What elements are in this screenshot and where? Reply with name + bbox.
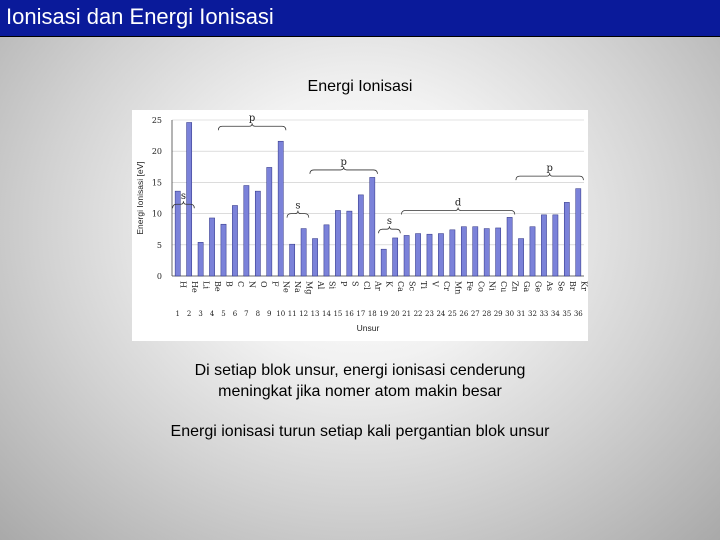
x-tick-label: V [430,281,440,287]
atomic-number-label: 8 [255,310,261,318]
chart-heading: Energi Ionisasi [307,78,413,95]
x-tick-label: Ar [373,281,383,291]
atomic-number-label: 19 [379,310,389,318]
x-tick-label: Mn [453,281,463,295]
atomic-number-label: 23 [425,310,434,318]
caption-line-2: meningkat jika nomer atom makin besar [218,383,502,400]
atomic-number-label: 18 [367,310,377,318]
bar [267,167,272,276]
x-tick-label: B [224,281,234,287]
y-axis-label: Energi Ionisasi [eV] [135,161,145,235]
atomic-number-label: 24 [436,310,446,318]
bar [187,122,192,276]
bar [404,235,409,276]
x-tick-label: Ge [533,281,543,293]
x-tick-label: F [270,281,280,287]
y-tick-label: 25 [151,116,162,125]
atomic-number-label: 28 [482,310,492,318]
atomic-number-label: 30 [505,310,515,318]
x-tick-label: Ga [522,281,532,293]
x-tick-label: Sc [407,281,417,291]
y-tick-label: 15 [151,178,162,188]
bar [496,228,501,276]
atomic-number-label: 20 [390,310,400,318]
bar [290,244,295,276]
x-tick-label: O [258,281,268,288]
atomic-number-label: 36 [573,310,583,318]
bar [507,217,512,276]
bar [278,141,283,276]
x-tick-label: Na [293,281,303,293]
atomic-number-label: 34 [550,310,560,318]
atomic-number-label: 9 [267,310,272,318]
x-tick-label: S [350,281,360,287]
x-tick-label: Ti [419,281,429,289]
bar [381,249,386,276]
x-tick-label: Cl [361,281,371,290]
atomic-number-label: 21 [402,310,412,318]
bar [209,218,214,276]
x-tick-label: Ca [396,281,406,292]
block-label: s [386,216,393,228]
block-label: s [295,200,301,212]
bar [576,189,581,276]
block-brace [287,211,309,218]
slide-title: Ionisasi dan Energi Ionisasi [6,4,274,29]
atomic-number-label: 5 [221,310,226,318]
atomic-number-label: 6 [232,310,238,318]
atomic-number-label: 13 [310,310,320,318]
atomic-number-label: 29 [493,310,503,318]
atomic-number-label: 31 [516,310,526,318]
bar [553,215,558,276]
atomic-number-label: 7 [244,310,249,318]
bar [450,230,455,276]
atomic-number-label: 1 [175,310,180,318]
atomic-number-label: 12 [299,310,309,318]
x-tick-label: Se [556,281,566,292]
x-tick-label: Kr [579,281,588,291]
bar [427,234,432,276]
x-tick-label: As [544,281,554,291]
y-tick-label: 10 [151,209,162,219]
x-tick-label: Co [476,281,486,292]
caption-trend [0,360,720,402]
x-tick-label: Cu [499,281,509,293]
atomic-number-label: 2 [186,310,192,318]
bar [358,195,363,276]
bar [244,186,249,276]
bar [324,225,329,276]
atomic-number-label: 4 [209,310,215,318]
bar [198,242,203,276]
bar [438,234,443,276]
bar [415,234,420,276]
block-brace [218,123,286,130]
bar [473,227,478,276]
block-label: d [454,197,462,209]
x-tick-label: C [235,281,245,288]
x-tick-label: K [384,281,394,287]
chart-svg [132,110,588,341]
bar [255,191,260,276]
bar [393,238,398,276]
title-bar [0,0,720,37]
x-tick-label: Fe [464,281,474,291]
atomic-number-label: 26 [459,310,469,318]
x-tick-label: H [178,281,188,288]
atomic-number-label: 22 [413,310,423,318]
bar [301,229,306,276]
x-tick-label: He [190,281,200,293]
bar [518,239,523,276]
x-tick-label: Al [316,281,326,290]
caption-line-1: Di setiap blok unsur, energi ionisasi cenderung [194,362,526,379]
bar [564,202,569,276]
bar [312,239,317,276]
bar [232,205,237,276]
x-axis-label: Unsur [356,323,380,333]
bar [484,229,489,276]
x-tick-label: Cr [441,281,451,291]
atomic-number-label: 32 [528,310,537,318]
block-brace [310,167,378,174]
atomic-number-label: 3 [198,310,203,318]
ionization-energy-chart [132,110,588,341]
atomic-number-label: 35 [562,310,572,318]
atomic-number-label: 17 [356,310,366,318]
bar [335,210,340,276]
atomic-number-label: 27 [470,310,480,318]
x-tick-label: Ne [281,281,291,293]
block-label: p [546,163,553,175]
block-label: p [248,113,256,125]
bar [221,224,226,276]
bar [347,211,352,276]
bar [530,227,535,276]
y-tick-label: 5 [156,240,162,250]
block-brace [516,173,584,180]
atomic-number-label: 11 [287,310,297,318]
atomic-number-label: 33 [539,310,549,318]
x-tick-label: N [247,281,257,288]
block-brace [379,226,401,233]
block-label: p [340,156,347,168]
bar [370,177,375,276]
atomic-number-label: 15 [333,310,343,318]
block-label: s [180,191,187,203]
x-tick-label: Si [327,281,337,290]
x-tick-label: Be [213,281,223,292]
atomic-number-label: 14 [322,310,331,318]
y-tick-label: 20 [151,147,162,157]
atomic-number-label: 10 [276,310,286,318]
y-tick-label: 0 [156,272,162,281]
x-tick-label: Li [201,281,211,289]
bar [461,227,466,276]
bar [541,215,546,276]
caption-block-change: Energi ionisasi turun setiap kali pergantian blok unsur [170,423,550,440]
x-tick-label: Ni [487,281,497,291]
x-tick-label: Zn [510,281,520,292]
atomic-number-label: 16 [344,310,354,318]
x-tick-label: Mg [304,281,314,295]
x-tick-label: Br [567,281,577,291]
x-tick-label: P [338,281,348,287]
atomic-number-label: 25 [447,310,457,318]
